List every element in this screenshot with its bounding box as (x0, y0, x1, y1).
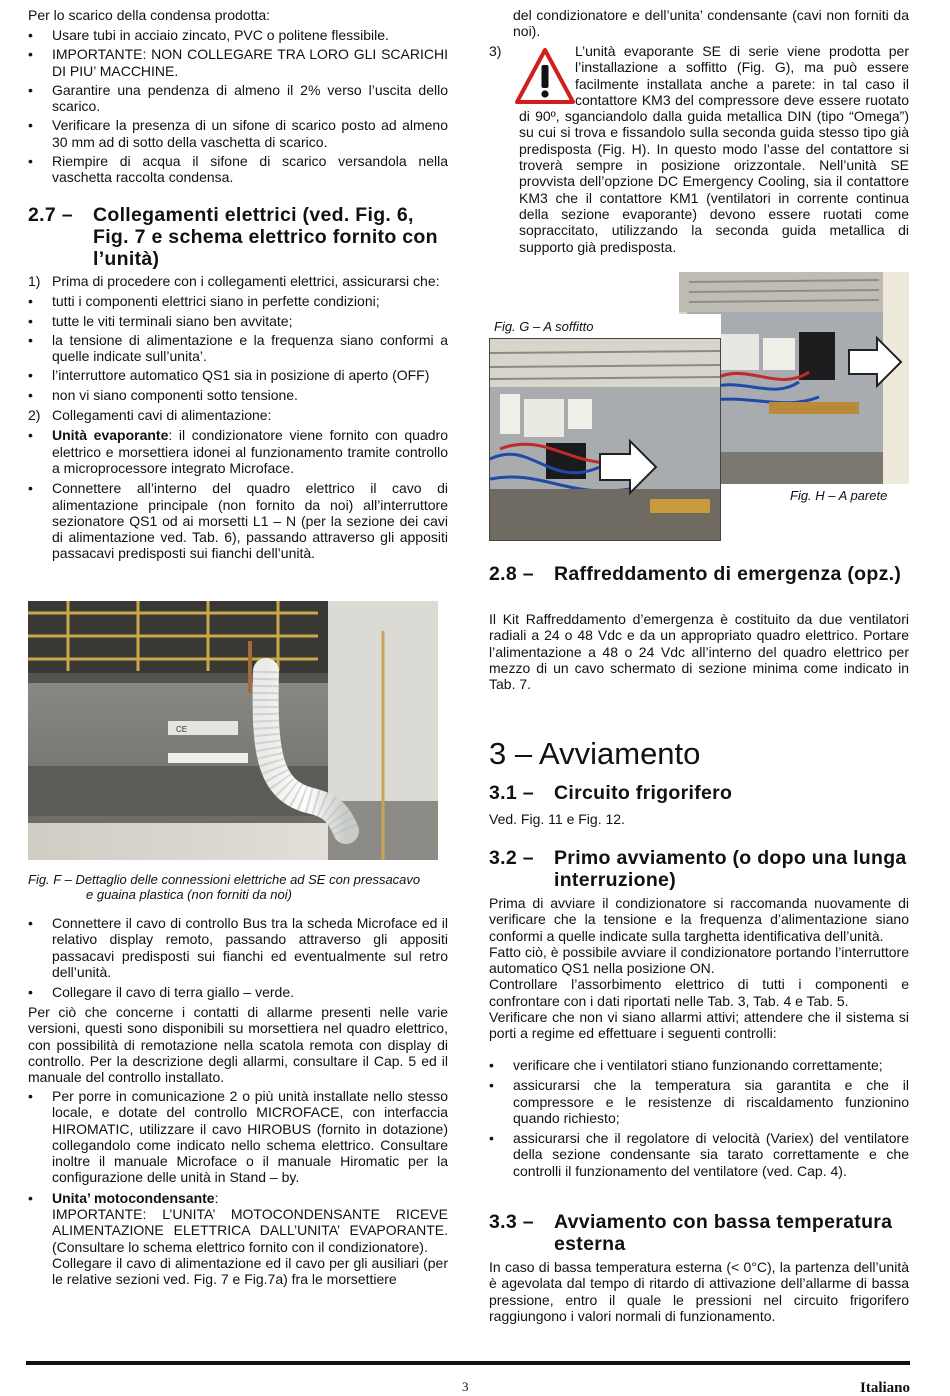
list-item: • Garantire una pendenza di almeno il 2% verso l’uscita dello scarico. (28, 81, 448, 115)
continuation-text: del condizionatore e dell’unita’ condensante (cavi non forniti da noi). (513, 7, 909, 40)
list-item: • l’interruttore automatico QS1 sia in posizione di aperto (OFF) (28, 367, 430, 384)
step-3-text-block: L’unità evaporante SE di serie viene prodotta per l’installazione a soffitto (Fig. G), ma può essere facilmente installata anche a parete: in tal caso il contattore KM3 del compressore deve essere ruotato di 90º, sganciandolo dalla guida metallica DIN (tipo “Omega”) su cui si trova e fissandolo sulla seconda guida stesso tipo già predisposta (Fig. H). In questo modo l’asse del contattore si troverà sempre in posizione orizzontale. Nell’unità SE provvista dell’opzione DC Emergency Cooling, sia il contattore KM3 che il contattore KM1 (ventilatori in corrente continua della sezione evaporante) devono essere ruotati come sopraccitato, utilizzando la seconda guida metallica di supporto già predisposta. (519, 43, 909, 255)
section-2-8-heading: 2.8 – Raffreddamento di emergenza (opz.) (489, 563, 902, 585)
chapter-3-title: 3 – Avviamento (489, 736, 701, 771)
section-3-2-bullet-list (489, 1057, 909, 1179)
list-item: • non vi siano componenti sotto tensione. (28, 386, 298, 403)
list-item: • Usare tubi in acciaio zincato, PVC o politene flessibile. (28, 27, 389, 43)
alarm-paragraph: Per ciò che concerne i contatti di allarme presenti nelle varie versioni, questi sono disponibili su morsettiera nel quadro elettrico, con possibilità di remotazione nella scatola remota con display di controllo. Per la descrizione degli allarmi, consultare il Cap. 5 ed il manuale del controllo installato. (28, 1004, 448, 1086)
list-item: • Connettere all’interno del quadro elettrico il cavo di alimentazione principale (non fornito da noi) all’interruttore sezionatore QS1 od ai morsetti L1 – N (per la sezione dei cavi di alimentazione ved. Tab. 6), passando attraverso gli appositi passacavi predisposti sui fianchi dell’unità. (28, 480, 448, 562)
electrical-checklist (28, 273, 448, 562)
list-item: • Unità evaporante: il condizionatore viene fornito con quadro elettrico e morsettiera idonei al funzionamento tramite controllo a microprocessore integrato Microface. (28, 427, 448, 476)
fig-h-caption: Fig. H – A parete (790, 488, 910, 503)
hiromatic-bullet-list (28, 1088, 448, 1288)
section-3-3-heading: 3.3 – Avviamento con bassa temperatura esterna (489, 1211, 893, 1255)
bus-bullet-list (28, 915, 448, 1000)
list-item: • tutti i componenti elettrici siano in perfette condizioni; (28, 293, 380, 310)
section-3-2-heading: 3.2 – Primo avviamento (o dopo una lunga interruzione) (489, 847, 907, 891)
list-item: • la tensione di alimentazione e la frequenza siano conformi a quelle indicate sull’unita’. (28, 331, 448, 365)
list-item: • IMPORTANTE: NON COLLEGARE TRA LORO GLI SCARICHI DI PIU’ MACCHINE. (28, 46, 448, 79)
section-3-3-text: In caso di bassa temperatura esterna (< 0°C), la partenza dell’unità è agevolata dal tempo di ritardo di attivazione dell’allarme di bassa pressione, entro il quale le pressioni nel circuito frigorifero raggiungono i valori normali di funzionamento. (489, 1259, 909, 1324)
fig-g-caption: Fig. G – A soffitto (494, 319, 594, 334)
list-item: • Per porre in comunicazione 2 o più unità installate nello stesso locale, e dotate del controllo MICROFACE, con interfaccia HIROMATIC, utilizzare il cavo HIROBUS (fornito in dotazione) collegandolo come indicato nello schema elettrico. Consultare inoltre il manuale Microface o il manuale Hiromatic per la configurazione delle unità in Stand – by. (28, 1088, 448, 1186)
fig-g-photo (489, 338, 721, 541)
fig-g-illustration (490, 339, 721, 541)
section-3-1-text: Ved. Fig. 11 e Fig. 12. (489, 811, 625, 827)
section-3-2-text: Prima di avviare il condizionatore si raccomanda nuovamente di verificare che la tensione e la frequenza d’alimentazione siano conformi a quelle indicate sulla targhetta identificativa dell’unità. Fatto ciò, è possibile avviare il condizionatore portando l’interruttore automatico QS1 nella posizione ON. Controllare l’assorbimento elettrico di tutti i componenti e confrontare con i dati riportati nelle Tab. 3, Tab. 4 e Tab. 5. Verificare che non vi siano allarmi attivi; attendere che il sistema si porti a regime ed effettuare i seguenti controlli: (489, 895, 909, 1042)
fig-f-photo (28, 601, 438, 860)
fig-f-illustration (28, 601, 438, 860)
list-item: • verificare che i ventilatori stiano funzionando correttamente; (489, 1057, 883, 1073)
fig-g-caption-band (489, 314, 721, 338)
section-3-1-heading: 3.1 – Circuito frigorifero (489, 782, 733, 804)
page-number: 3 (462, 1379, 469, 1394)
list-item: • Connettere il cavo di controllo Bus tra la scheda Microface ed il relativo display remoto, passando attraverso gli appositi passacavi predisposti sui fianchi ed eventualmente sul retro dell’unità. (28, 915, 448, 980)
language-label: Italiano (859, 1380, 910, 1396)
drain-intro: Per lo scarico della condensa prodotta: (28, 7, 271, 23)
step-3-number: 3) (489, 43, 502, 59)
list-item: • tutte le viti terminali siano ben avvitate; (28, 312, 293, 329)
list-item: • assicurarsi che il regolatore di velocità (Variex) del ventilatore della sezione condensante sia tarato correttamente e che controlli il funzionamento del ventilatore (ved. Cap. 4). (489, 1130, 909, 1179)
ce-mark-label: CE (176, 725, 188, 734)
list-item: • Unita’ motocondensante: IMPORTANTE: L’UNITA’ MOTOCONDENSANTE RICEVE ALIMENTAZIONE ELETTRICA DALL’UNITA’ EVAPORANTE. (Consultare lo schema elettrico fornito con il condizionatore). Collegare il cavo di alimentazione ed il cavo per gli ausiliari (per le relative sezioni ved. Fig. 7 e Fig.7a) fra le morsettiere (28, 1189, 448, 1288)
list-item: • Riempire di acqua il sifone di scarico versandola nella vaschetta raccolta condensa. (28, 153, 448, 186)
list-item: • Collegare il cavo di terra giallo – verde. (28, 984, 295, 1001)
step-2: 2) Collegamenti cavi di alimentazione: (28, 407, 272, 424)
fig-f-caption: Fig. F – Dettaglio delle connessioni elettriche ad SE con pressacavo e guaina plastica (non forniti da noi) (28, 872, 421, 902)
step-1: 1) Prima di procedere con i collegamenti elettrici, assicurarsi che: (28, 273, 440, 289)
list-item: • assicurarsi che la temperatura sia garantita e che il compressore e le resistenze di riscaldamento funzionino quando richiesto; (489, 1077, 909, 1126)
section-2-7-heading: 2.7 – Collegamenti elettrici (ved. Fig. 6, Fig. 7 e schema elettrico fornito con l’unità) (28, 204, 438, 270)
list-item: • Verificare la presenza di un sifone di scarico posto ad almeno 30 mm ad di sotto della vaschetta di scarico. (28, 117, 448, 150)
section-2-8-text: Il Kit Raffreddamento d’emergenza è costituito da due ventilatori radiali a 24 o 48 Vdc e da un appropriato quadro elettrico. Portare l’alimentazione a 48 o 24 Vdc all’interno del quadro elettrico per mezzo di un cavo schermato di sezione minima come indicato in Tab. 7. (489, 611, 909, 693)
drain-bullet-list (28, 27, 448, 186)
footer-rule (26, 1361, 910, 1365)
